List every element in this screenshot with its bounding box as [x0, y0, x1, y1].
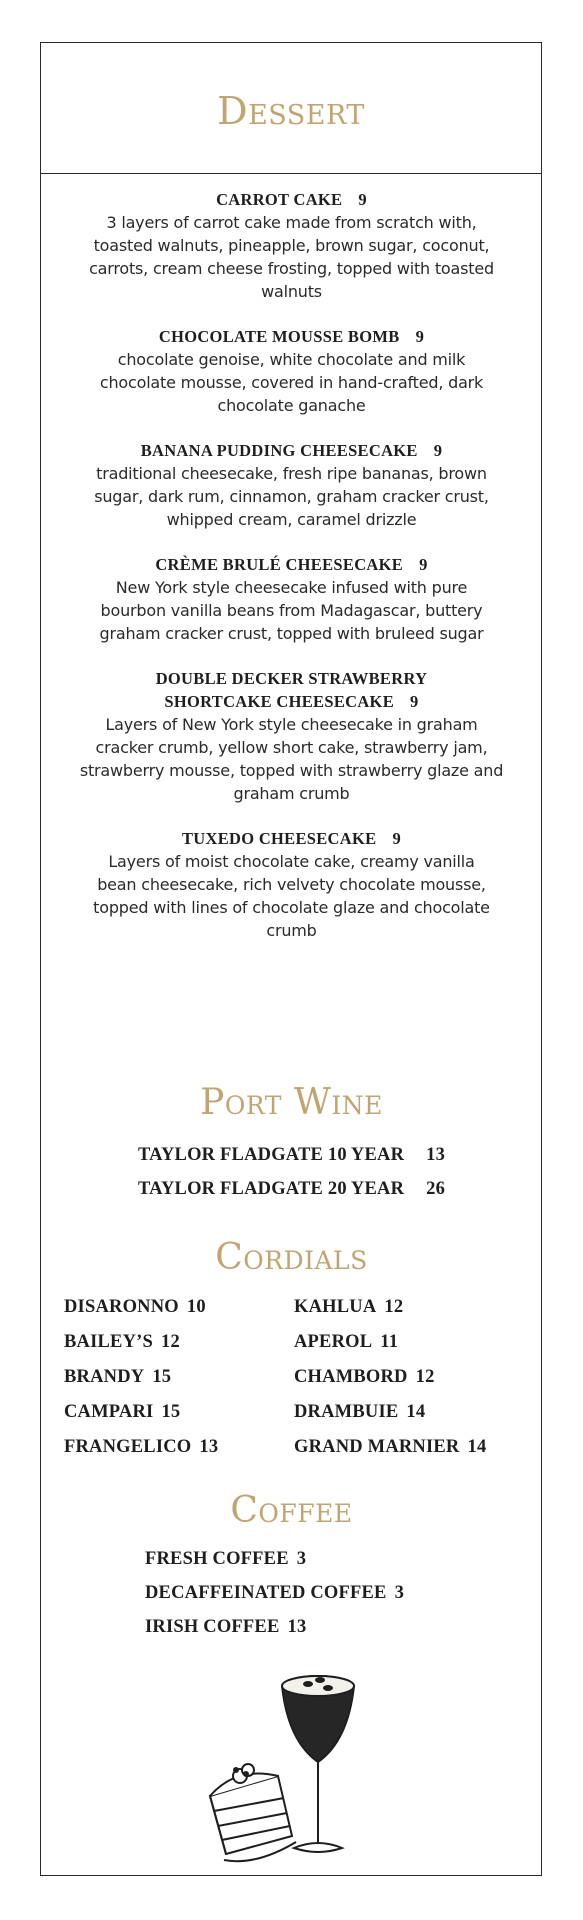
cordial-name: DRAMBUIE	[294, 1402, 399, 1422]
espresso-martini-and-cake-illustration	[196, 1666, 396, 1866]
dessert-item-name	[82, 439, 502, 462]
port-wine-item	[0, 1172, 583, 1206]
dessert-name: CHOCOLATE MOUSSE BOMB	[158, 327, 400, 346]
dessert-name: BANANA PUDDING CHEESECAKE	[140, 441, 418, 460]
cordial-price: 15	[152, 1367, 172, 1387]
dessert-item-name	[92, 325, 492, 348]
dessert-description: New York style cheesecake infused with pure bourbon vanilla beans from Madagascar, buttery graham cracker crust, topped with bruleed sugar	[99, 578, 484, 643]
cordial-item	[64, 1430, 294, 1465]
dessert-description: Layers of moist chocolate cake, creamy vanilla bean cheesecake, rich velvety chocolate mousse, topped with lines of chocolate glaze and chocolate crumb	[93, 852, 490, 940]
cordials-list	[64, 1290, 534, 1465]
coffee-item	[145, 1576, 505, 1610]
dessert-price: 9	[410, 692, 419, 711]
cordial-item	[64, 1360, 294, 1395]
cordial-name: CHAMBORD	[294, 1367, 408, 1387]
coffee-list	[145, 1542, 505, 1644]
port-wine-name: TAYLOR FLADGATE 10 YEAR	[137, 1145, 405, 1165]
dessert-item	[82, 188, 502, 303]
coffee-price: 3	[394, 1583, 405, 1603]
cordial-item	[294, 1360, 534, 1395]
cordial-name: FRANGELICO	[64, 1437, 192, 1457]
dessert-description: chocolate genoise, white chocolate and milk chocolate mousse, covered in hand-crafted, dark chocolate ganache	[99, 350, 484, 415]
cordial-item	[64, 1395, 294, 1430]
dessert-item	[82, 439, 502, 531]
dessert-name: DOUBLE DECKER STRAWBERRY SHORTCAKE CHEESECAKE	[155, 669, 428, 711]
coffee-name: IRISH COFFEE	[145, 1617, 280, 1637]
dessert-item-name	[82, 188, 502, 211]
coffee-title: Coffee	[230, 1490, 353, 1531]
cordial-price: 13	[199, 1437, 219, 1457]
cordial-price: 12	[161, 1332, 180, 1352]
port-wine-title: Port Wine	[200, 1082, 383, 1123]
cordial-name: BAILEY’S	[64, 1332, 153, 1352]
martini-glass-icon	[282, 1676, 354, 1852]
dessert-description: Layers of New York style cheesecake in graham cracker crumb, yellow short cake, strawberry jam, strawberry mousse, topped with strawberry glaze and graham crumb	[79, 715, 504, 803]
menu-header	[41, 43, 541, 174]
cake-slice-icon	[210, 1764, 296, 1861]
cordial-item	[294, 1325, 534, 1360]
dessert-price: 9	[433, 441, 443, 460]
cordial-price: 14	[406, 1402, 426, 1422]
dessert-description: 3 layers of carrot cake made from scratch with, toasted walnuts, pineapple, brown sugar, coconut, carrots, cream cheese frosting, topped with toasted walnuts	[89, 213, 494, 301]
dessert-price: 9	[419, 555, 428, 574]
dessert-price: 9	[392, 829, 401, 848]
coffee-price: 3	[296, 1549, 307, 1569]
dessert-item	[92, 325, 492, 417]
dessert-item-name	[92, 553, 492, 576]
dessert-description: traditional cheesecake, fresh ripe bananas, brown sugar, dark rum, cinnamon, graham cracker crust, whipped cream, caramel drizzle	[94, 464, 489, 529]
cordial-price: 15	[161, 1402, 181, 1422]
cordial-item	[294, 1290, 534, 1325]
cordial-name: BRANDY	[64, 1367, 145, 1387]
port-wine-name: TAYLOR FLADGATE 20 YEAR	[137, 1179, 405, 1199]
port-wine-list	[0, 1138, 583, 1206]
dessert-list	[0, 188, 583, 942]
port-wine-price: 26	[426, 1179, 446, 1199]
coffee-item	[145, 1542, 505, 1576]
dessert-price: 9	[358, 190, 367, 209]
cordial-price: 10	[186, 1297, 206, 1317]
cordial-name: GRAND MARNIER	[294, 1437, 460, 1457]
coffee-name: DECAFFEINATED COFFEE	[145, 1583, 387, 1603]
cordial-price: 12	[415, 1367, 435, 1387]
cordial-price: 11	[380, 1332, 399, 1352]
dessert-price: 9	[415, 327, 425, 346]
cordial-item	[294, 1395, 534, 1430]
port-wine-item	[0, 1138, 583, 1172]
cordial-name: DISARONNO	[64, 1297, 179, 1317]
dessert-item-name	[132, 667, 452, 713]
dessert-name: CRÈME BRULÉ CHEESECAKE	[155, 555, 404, 574]
cordial-price: 12	[384, 1297, 404, 1317]
coffee-name: FRESH COFFEE	[145, 1549, 289, 1569]
cordial-name: APEROL	[294, 1332, 373, 1352]
dessert-item	[77, 667, 507, 805]
coffee-price: 13	[287, 1617, 307, 1637]
cordial-name: CAMPARI	[64, 1402, 154, 1422]
dessert-item	[87, 827, 497, 942]
dessert-name: TUXEDO CHEESECAKE	[182, 829, 377, 848]
cordial-item	[64, 1325, 294, 1360]
dessert-name: CARROT CAKE	[216, 190, 343, 209]
dessert-item-name	[87, 827, 497, 850]
cordials-title: Cordials	[215, 1237, 368, 1278]
dessert-title: Dessert	[217, 89, 365, 133]
cordial-price: 14	[467, 1437, 487, 1457]
dessert-item	[92, 553, 492, 645]
port-wine-price: 13	[426, 1145, 446, 1165]
cordial-item	[64, 1290, 294, 1325]
cordial-name: KAHLUA	[294, 1297, 377, 1317]
cordial-item	[294, 1430, 534, 1465]
coffee-item	[145, 1610, 505, 1644]
